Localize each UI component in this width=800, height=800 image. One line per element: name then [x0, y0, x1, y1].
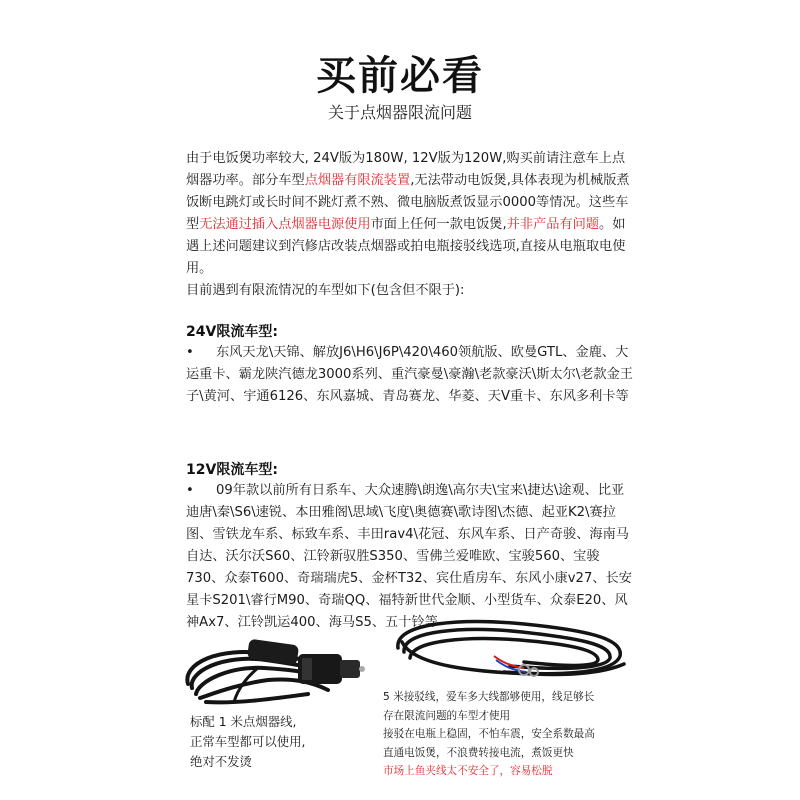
intro-text-1: 由于电饭煲功率较大, 24V版为180W, 12V版为120W,购买前请注意车上点烟器功率。部分车型	[186, 151, 626, 188]
vehicle-list-24v	[186, 342, 636, 408]
intro-text-4: 。如遇上述问题建议到汽修店改装点烟器或拍电瓶接驳线选项,直接从电瓶取电使用。	[186, 217, 626, 276]
caption-line: 5 米接驳线，爱车多大线都够使用，线足够长	[383, 691, 595, 703]
intro-text-5: 目前遇到有限流情况的车型如下(包含但不限于):	[186, 283, 465, 298]
lighter-cable-caption	[190, 712, 350, 772]
intro-text-2: ,无法带动电饭煲,具体表现为机械版煮饭断电跳灯或长时间不跳灯煮不熟、微电脑版煮饭显示0000等情况。这些车型	[186, 173, 630, 232]
intro-text-3: 市面上任何一款电饭煲,	[370, 217, 507, 232]
caption-line: 存在限流问题的车型才使用	[383, 709, 511, 722]
section-heading-12v: 12V限流车型:	[186, 462, 278, 478]
vehicle-list-24v-text: 东风天龙\天锦、解放J6\H6\J6P\420\460领航版、欧曼GTL、金鹿、大运重卡、霸龙陕汽德龙3000系列、重汽豪曼\豪瀚\老款豪沃\斯太尔\老款金王子\黄河、宇通6126、东风嘉城、青岛赛龙、华菱、天V重卡、东风多利卡等	[186, 345, 633, 404]
intro-highlight-limiter: 点烟器有限流装置	[304, 173, 411, 188]
caption-line: 正常车型都可以使用,	[190, 734, 306, 749]
bullet-icon: •	[186, 483, 194, 498]
intro-paragraph	[186, 148, 636, 302]
caption-line: 直通电饭煲，不浪费转接电流，煮饭更快	[383, 746, 574, 759]
page-title: 买前必看	[316, 53, 484, 99]
intro-highlight-cannot-use: 无法通过插入点烟器电源使用	[199, 217, 371, 232]
battery-cable-caption	[383, 688, 633, 781]
vehicle-list-12v-text: 09年款以前所有日系车、大众速腾\朗逸\高尔夫\宝来\捷达\途观、比亚迪唐\秦\S6\速锐、本田雅阁\思域\飞度\奥德赛\歌诗图\杰德、起亚K2\赛拉图、雪铁龙车系、标致车系、丰田rav4\花冠、东风车系、日产奇骏、海南马自达、沃尔沃S60、江铃新驭胜S350、雪佛兰爱唯欧、宝骏560、宝骏730、众泰T600、奇瑞瑞虎5、金杯T32、宾仕盾房车、东风小康v27、长安星卡S201\睿行M90、奇瑞QQ、福特新世代金顺、小型货车、众泰E20、风神Ax7、江铃凯运400、海马S5、五十铃等	[186, 483, 632, 630]
vehicle-list-12v	[186, 480, 636, 634]
section-heading-24v: 24V限流车型:	[186, 324, 278, 340]
battery-connection-cable-image	[384, 612, 634, 686]
caption-line: 标配 1 米点烟器线,	[190, 714, 297, 729]
intro-highlight-not-product-issue: 并非产品有问题	[506, 217, 600, 232]
cigarette-lighter-cable-image	[178, 624, 368, 710]
page-subtitle: 关于点烟器限流问题	[327, 103, 472, 122]
caption-line: 接驳在电瓶上稳固，不怕车震，安全系数最高	[383, 728, 595, 741]
bullet-icon: •	[186, 345, 194, 360]
caption-line: 绝对不发烫	[190, 754, 252, 769]
caption-warning-line: 市场上鱼夹线太不安全了，容易松脱	[383, 765, 553, 778]
